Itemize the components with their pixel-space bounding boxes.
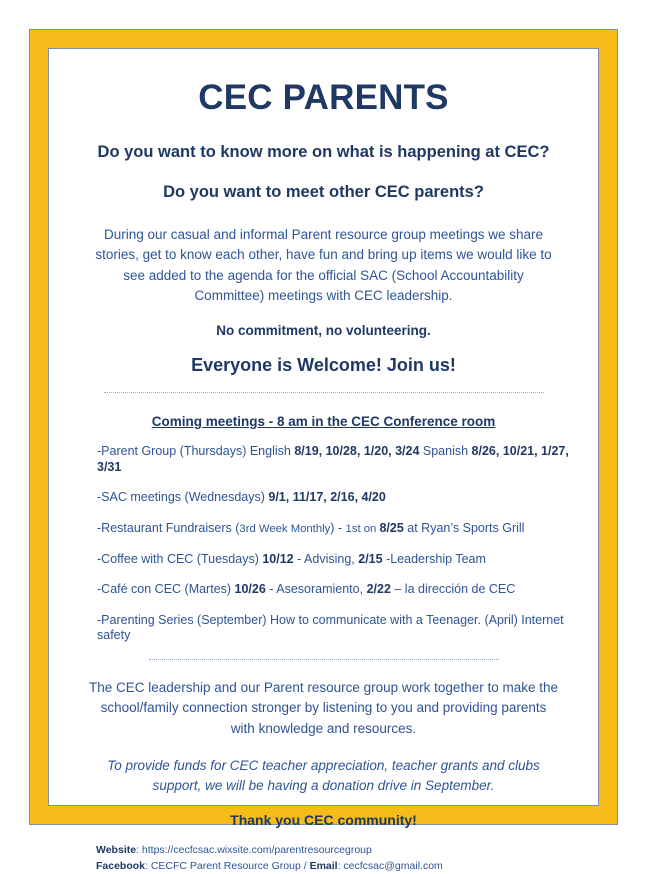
closing-paragraph: The CEC leadership and our Parent resource group work together to make the school/family connection stronger by listening to you and providing parents with knowledge and resources. (88, 680, 558, 736)
meeting-cafe-suffix: – la dirección de CEC (390, 582, 516, 597)
meeting-parenting-series: -Parenting Series (September) How to communicate with a Teenager. (April) Internet safety (97, 612, 564, 643)
meeting-fundraiser-venue: at Ryan’s Sports Grill (403, 520, 525, 535)
meeting-parent-group-dates-spanish: 8/26, 10/21, 1/27, 3/31 (97, 444, 569, 474)
meeting-fundraiser-prefix: -Restaurant Fundraisers ( (97, 520, 240, 535)
contact-website-row (96, 843, 573, 858)
contact-facebook-label: Facebook (96, 859, 146, 872)
contact-email-value[interactable]: : cecfcsac@gmail.com (337, 859, 443, 872)
meetings-heading: Coming meetings - 8 am in the CEC Conference room (151, 414, 496, 430)
list-item (74, 552, 573, 568)
subheading-1: Do you want to know more on what is happening at CEC? (97, 142, 550, 161)
contact-website-label: Website (96, 844, 137, 857)
meeting-fundraiser-date: 8/25 (379, 520, 404, 535)
no-commitment-line: No commitment, no volunteering. (216, 323, 431, 339)
meeting-cafe-prefix: -Café con CEC (Martes) (97, 582, 235, 597)
meeting-fundraiser-frequency: 3rd Week Monthly (239, 522, 331, 535)
thank-you-line: Thank you CEC community! (230, 812, 417, 829)
list-item (74, 582, 573, 598)
welcome-line: Everyone is Welcome! Join us! (191, 355, 456, 376)
contact-facebook-row (96, 859, 573, 874)
meeting-coffee-date-2: 2/15 (358, 551, 383, 566)
page-title: CEC PARENTS (198, 78, 449, 117)
contact-facebook-value: : CECFC Parent Resource Group / (145, 859, 310, 872)
list-item (74, 613, 573, 644)
meeting-fundraiser-middle: ) - (330, 520, 346, 535)
meeting-parent-group-prefix: -Parent Group (Thursdays) English (97, 444, 295, 459)
meeting-cafe-date-2: 2/22 (366, 582, 391, 597)
list-item (74, 490, 573, 506)
meeting-cafe-middle: - Asesoramiento, (265, 582, 367, 597)
meeting-sac-dates: 9/1, 11/17, 2/16, 4/20 (268, 490, 386, 505)
flyer-content (49, 49, 598, 872)
meetings-list (74, 444, 573, 644)
meeting-parent-group-dates-english: 8/19, 10/28, 1/20, 3/24 (294, 444, 420, 459)
inner-white-panel (48, 48, 599, 872)
subheading-2: Do you want to meet other CEC parents? (163, 183, 484, 202)
divider-top (104, 392, 544, 393)
meeting-coffee-middle: - Advising, (293, 551, 359, 566)
meeting-fundraiser-first-label: 1st on (345, 522, 380, 535)
contact-website-value[interactable]: : https://cecfcsac.wixsite.com/parentresourcegroup (136, 844, 372, 857)
meeting-sac-prefix: -SAC meetings (Wednesdays) (97, 490, 269, 505)
meeting-coffee-prefix: -Coffee with CEC (Tuesdays) (97, 551, 263, 566)
meeting-coffee-date-1: 10/12 (262, 551, 294, 566)
donation-paragraph: To provide funds for CEC teacher appreciation, teacher grants and clubs support, we will be having a donation drive in September. (107, 757, 540, 794)
meeting-coffee-suffix: -Leadership Team (382, 551, 486, 566)
meeting-cafe-date-1: 10/26 (234, 582, 266, 597)
list-item (74, 444, 573, 475)
meeting-parent-group-middle: Spanish (419, 444, 472, 459)
gold-border-frame (29, 29, 618, 872)
contact-email-label: Email (309, 859, 338, 872)
contact-block (96, 843, 573, 873)
divider-bottom (149, 659, 499, 660)
list-item (74, 521, 573, 537)
intro-paragraph: During our casual and informal Parent resource group meetings we share stories, get to know each other, have fun and bring up items we would like to see added to the agenda for the official SAC (School Accountability Committee) meetings with CEC leadership. (95, 227, 552, 303)
